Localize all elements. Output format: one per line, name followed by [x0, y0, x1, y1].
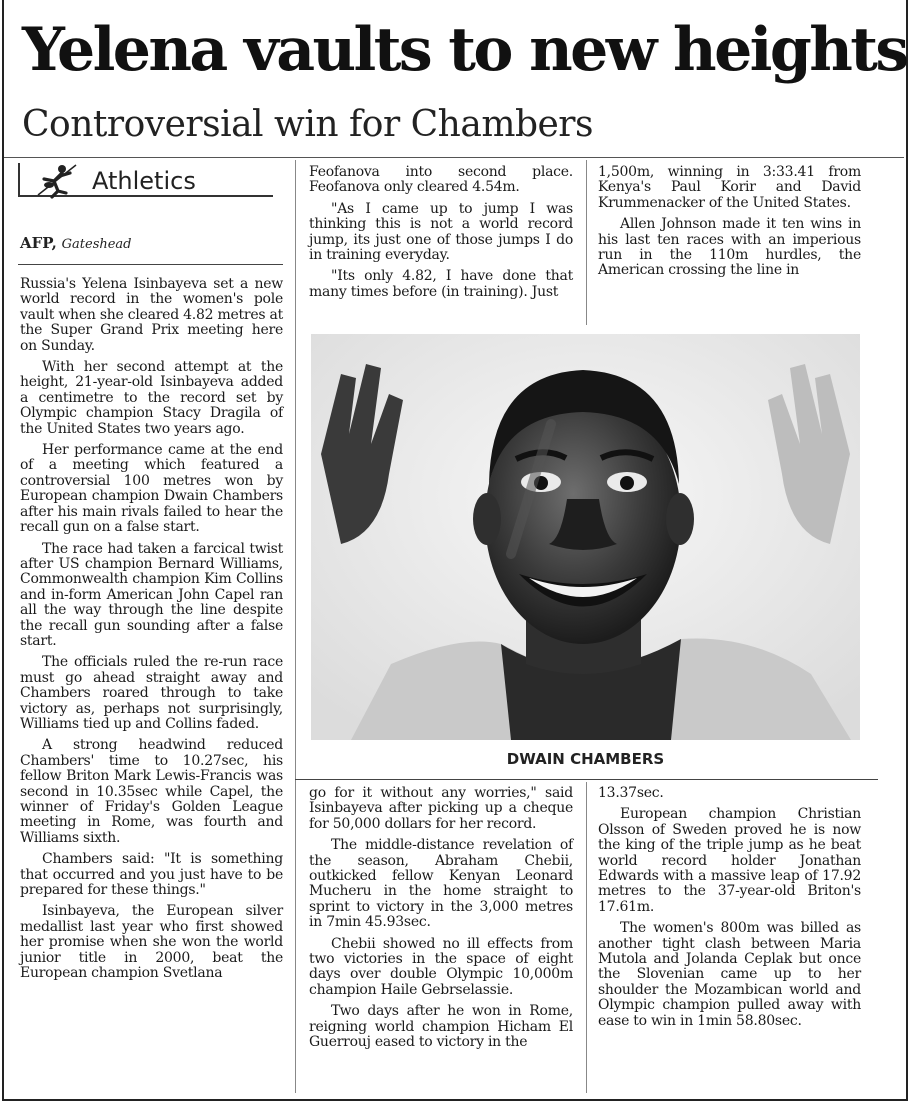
- caption-rule: [295, 779, 878, 780]
- article-column-3-bottom: [598, 786, 861, 1035]
- paragraph: The women's 800m was billed as another tight clash between Maria Mutola and Jolanda Ceplak but once the Slovenian came up to her shoulder the Mozambican world and Olympic champion pulled away with ease to win in 1min 58.80sec.: [598, 920, 861, 1029]
- paragraph: Feofanova into second place. Feofanova only cleared 4.54m.: [309, 164, 573, 196]
- paragraph: The officials ruled the re-run race must go ahead straight away and Chambers roared through to take victory as, perhaps not surprisingly, Williams tied up and Collins faded.: [20, 654, 283, 732]
- byline-location: Gateshead: [61, 237, 132, 252]
- column-divider: [586, 782, 587, 1093]
- paragraph: Chambers said: "It is something that occurred and you just have to be prepared for these things.": [20, 851, 283, 899]
- section-label: Athletics: [92, 167, 196, 195]
- article-column-1: [20, 277, 283, 987]
- byline-rule: [18, 264, 283, 265]
- column-divider: [586, 160, 587, 325]
- article-column-2-top: [309, 165, 573, 306]
- paragraph: The middle-distance revelation of the season, Abraham Chebii, outkicked fellow Kenyan Leonard Mucheru in the home straight to sprint to victory in the 3,000 metres in 7min 45.93sec.: [309, 837, 573, 931]
- photo-caption: DWAIN CHAMBERS: [506, 750, 665, 768]
- paragraph: Russia's Yelena Isinbayeva set a new world record in the women's pole vault when she cleared 4.82 metres at the Super Grand Prix meeting here on Sunday.: [20, 276, 283, 354]
- column-divider: [295, 160, 296, 1093]
- subheadline: Controversial win for Chambers: [22, 104, 593, 145]
- paragraph: The race had taken a farcical twist after US champion Bernard Williams, Commonwealth champion Kim Collins and in-form American John Capel ran all the way through the line despite the recall gun sounding after a false start.: [20, 540, 283, 649]
- article-column-2-bottom: [309, 786, 573, 1057]
- section-label-box: [18, 163, 278, 199]
- paragraph: Isinbayeva, the European silver medallist last year who first showed her promise when she won the world junior title in 2000, beat the European champion Svetlana: [20, 903, 283, 982]
- paragraph: 1,500m, winning in 3:33.41 from Kenya's Paul Korir and David Krummenacker of the United States.: [598, 164, 861, 211]
- paragraph: Her performance came at the end of a meeting which featured a controversial 100 metres won by European champion Dwain Chambers after his main rivals failed to hear the recall gun on a false start.: [20, 442, 283, 536]
- paragraph: go for it without any worries," said Isinbayeva after picking up a cheque for 50,000 dollars for her record.: [309, 785, 573, 832]
- paragraph: 13.37sec.: [598, 785, 664, 801]
- paragraph: With her second attempt at the height, 21-year-old Isinbayeva added a centimetre to the record set by Olympic champion Stacy Dragila of the United States two years ago.: [20, 359, 283, 437]
- paragraph: European champion Christian Olsson of Sweden proved he is now the king of the triple jump as he beat world record holder Jonathan Edwards with a massive leap of 17.92 metres to the 37-year-old Briton's 17.61m.: [598, 806, 861, 915]
- article-column-3-top: [598, 165, 861, 285]
- paragraph: Allen Johnson made it ten wins in his last ten races with an imperious run in the 110m hurdles, the American crossing the line in: [598, 216, 861, 279]
- paragraph: "As I came up to jump I was thinking this is not a world record jump, its just one of those jumps I do in training everyday.: [309, 200, 573, 264]
- headline-rule: [4, 157, 904, 158]
- athlete-photo: [311, 334, 860, 740]
- paragraph: Chebii showed no ill effects from two victories in the space of eight days over double Olympic 10,000m champion Haile Gebrselassie.: [309, 935, 573, 998]
- pole-vaulter-icon: [32, 161, 82, 199]
- headline: Yelena vaults to new heights: [22, 15, 907, 85]
- paragraph: A strong headwind reduced Chambers' time to 10.27sec, his fellow Briton Mark Lewis-Francis was second in 10.35sec while Capel, the winner of Friday's Golden League meeting in Rome, was fourth and Williams sixth.: [20, 737, 283, 846]
- paragraph: "Its only 4.82, I have done that many times before (in training). Just: [309, 268, 573, 300]
- athlete-portrait: [311, 334, 860, 740]
- paragraph: Two days after he won in Rome, reigning world champion Hicham El Guerrouj eased to victory in the: [309, 1003, 573, 1051]
- byline: [20, 234, 132, 252]
- byline-agency: AFP,: [20, 234, 57, 252]
